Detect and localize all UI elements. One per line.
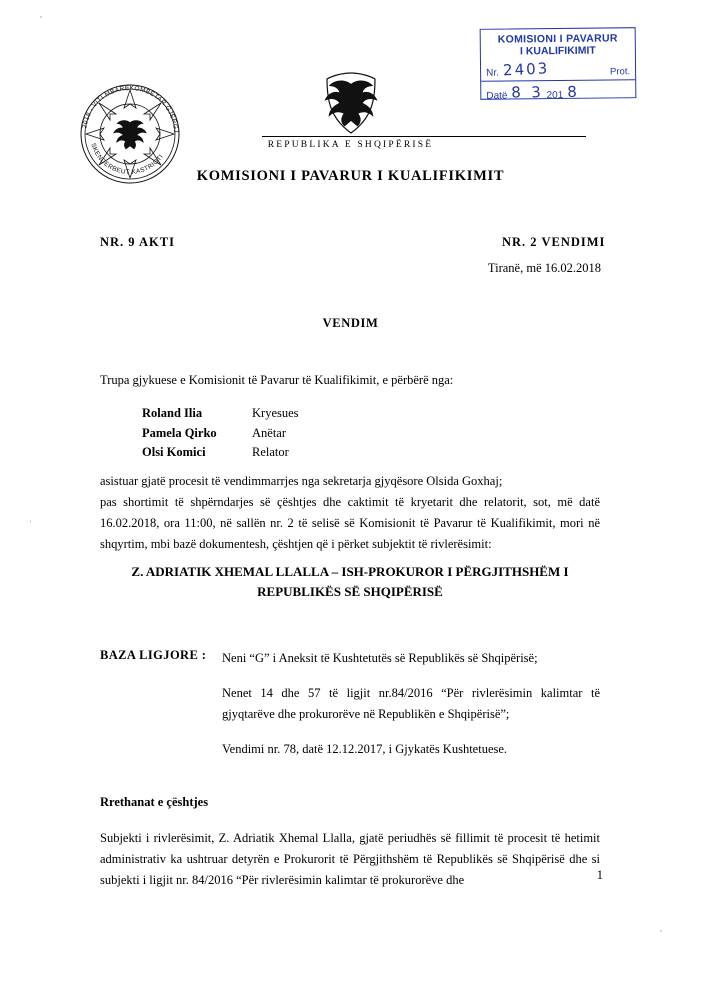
table-row	[142, 424, 299, 444]
scan-speck	[660, 930, 662, 932]
subject-heading	[100, 562, 600, 602]
table-row	[142, 404, 299, 424]
seal-top-text: 2018 - VITI MBAREKOMBËTAR GJERGJ	[81, 84, 180, 134]
stamp-nr-value: 2403	[502, 59, 550, 80]
subject-heading-line-1: Z. ADRIATIK XHEMAL LLALLA – ISH-PROKUROR I PËRGJITHSHËM I	[131, 564, 569, 579]
stamp-prot-label: Prot.	[609, 66, 631, 78]
act-number: NR. 9 AKTI	[100, 235, 175, 249]
seal-bottom-text: SKENDERBEUT KASTRIOTI	[89, 142, 165, 177]
registration-stamp	[480, 27, 637, 100]
stamp-date-year-prefix: 201	[546, 89, 564, 102]
section-paragraph: Subjekti i rivlerësimit, Z. Adriatik Xhemal Llalla, gjatë periudhës së fillimit të procesit të hetimit administrativ ka ushtruar detyrën e Prokurorit të Përgjithshëm të Republikës së Shqipërisë dhe si subjekti i ligjit nr. 84/2016 “Për rivlerësimin kalimtar të prokurorëve dhe	[100, 831, 600, 887]
institution-title: KOMISIONI I PAVARUR I KUALIFIKIMIT	[196, 168, 505, 184]
stamp-date-row	[481, 79, 635, 102]
member-role: Anëtar	[252, 425, 287, 440]
member-role: Kryesues	[252, 406, 299, 420]
stamp-nr-label: Nr.	[486, 67, 499, 79]
panel-members-list	[142, 404, 299, 463]
page-number: 1	[596, 868, 603, 882]
stamp-date-day: 8	[511, 83, 524, 102]
procedure-block	[100, 471, 600, 555]
header-divider	[262, 136, 586, 137]
member-name: Roland Ilia	[142, 406, 203, 420]
list-item: Vendimi nr. 78, datë 12.12.2017, i Gjykatës Kushtetuese.	[222, 742, 508, 756]
panel-intro-paragraph: Trupa gjykuese e Komisionit të Pavarur të Kualifikimit, e përbërë nga:	[100, 373, 454, 387]
place-and-date: Tiranë, më 16.02.2018	[487, 261, 601, 275]
list-item: Neni “G” i Aneksit të Kushtetutës së Republikës së Shqipërisë;	[222, 651, 538, 665]
stamp-date-year-suffix: 8	[566, 82, 580, 102]
decision-number: NR. 2 VENDIMI	[502, 235, 606, 249]
coat-of-arms-icon	[318, 70, 384, 136]
table-row	[142, 443, 299, 463]
stamp-protocol-row	[481, 59, 635, 79]
procedure-paragraph: pas shortimit të shpërndarjes së çështjes dhe caktimit të kryetarit dhe relatorit, sot, më datë 16.02.2018, ora 11:00, në sallën nr. 2 të selisë së Komisionit të Pavarur të Kualifikimit, mori në shqyrtim, mbi bazë dokumentesh, çështjen që i përket subjektit të rivlerësimit:	[100, 495, 600, 551]
legal-basis-label: BAZA LIGJORE :	[100, 648, 207, 662]
scan-speck	[30, 520, 31, 523]
member-name: Olsi Komici	[142, 445, 206, 459]
stamp-date-month: 3	[530, 82, 543, 102]
scan-speck	[40, 16, 42, 18]
member-name: Pamela Qirko	[142, 425, 217, 440]
republic-label: REPUBLIKA E SHQIPËRISË	[267, 140, 434, 150]
section-heading: Rrethanat e çështjes	[100, 795, 209, 809]
document-title: VENDIM	[322, 316, 379, 330]
stamp-line-1: KOMISIONI I PAVARUR	[497, 32, 618, 46]
stamp-date-label: Datë	[486, 90, 508, 102]
member-role: Relator	[252, 445, 289, 459]
list-item: Nenet 14 dhe 57 të ligjit nr.84/2016 “Për rivlerësimin kalimtar të gjyqtarëve dhe prokurorëve në Republikën e Shqipërisë”;	[222, 686, 600, 721]
assisting-secretary-line: asistuar gjatë procesit të vendimmarrjes nga sekretarja gjyqësore Olsida Goxhaj;	[100, 474, 503, 488]
subject-heading-line-2: REPUBLIKËS SË SHQIPËRISË	[257, 584, 443, 599]
legal-basis-list	[222, 648, 600, 760]
stamp-line-2: I KUALIFIKIMIT	[519, 44, 596, 58]
